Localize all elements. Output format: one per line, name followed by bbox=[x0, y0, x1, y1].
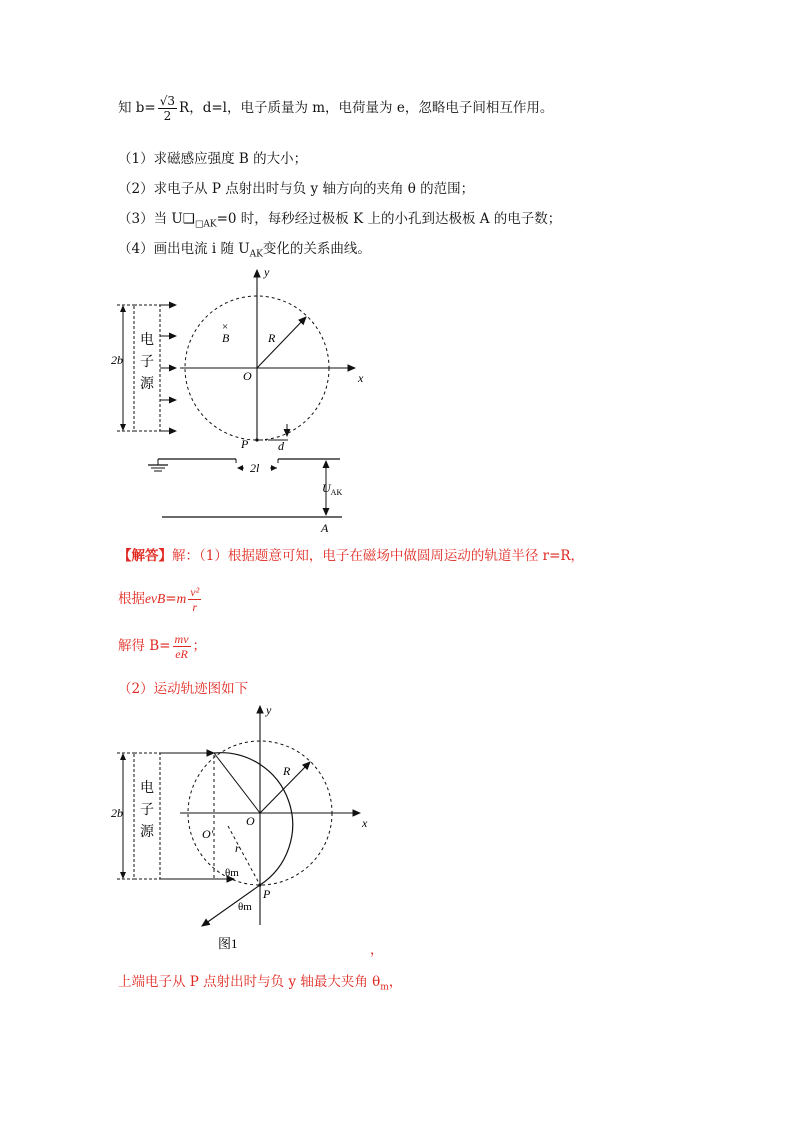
question-1: （1）求磁感应强度 B 的大小； bbox=[118, 151, 308, 167]
given-line: 知 b= $\frac{√3}{2}$ R，d=l，电子质量为 m，电荷量为 e，忽略电子间相互作用。 bbox=[118, 94, 554, 123]
missing-glyph: ❑ bbox=[182, 211, 195, 227]
answer-line-2: 根据evB=m $\frac{\text{v²}}{r}$ bbox=[118, 585, 200, 614]
radius-label: R bbox=[268, 331, 276, 345]
electron-beam-arrows bbox=[160, 305, 176, 431]
source-char-1: 电 bbox=[140, 333, 154, 348]
x-axis-label: x bbox=[358, 371, 364, 385]
source-char-3: 源 bbox=[140, 377, 154, 392]
d-label: d bbox=[278, 439, 284, 453]
answer-line-1: 【解答】解：（1）根据题意可知，电子在磁场中做圆周运动的轨道半径 r=R， bbox=[118, 548, 585, 564]
sqrt3-over-2-fraction: $\frac{√3}{2}$ bbox=[159, 94, 176, 123]
source-char-2: 子 bbox=[140, 803, 154, 818]
source-char-3: 源 bbox=[140, 825, 154, 840]
source-char-2: 子 bbox=[140, 355, 154, 370]
origin-label: O bbox=[246, 814, 255, 828]
x-axis-label: x bbox=[362, 816, 368, 830]
y-axis-label: y bbox=[264, 265, 270, 279]
2b-label: 2b bbox=[111, 353, 123, 367]
u-ak-label: $U_{AK}$ bbox=[322, 481, 343, 497]
source-char-1: 电 bbox=[140, 781, 154, 796]
point-p-label: P bbox=[263, 887, 271, 901]
origin-label: O bbox=[243, 369, 252, 383]
y-axis-label: y bbox=[266, 703, 272, 717]
question-4: （4）画出电流 i 随 $U_{AK}$变化的关系曲线。 bbox=[118, 241, 371, 260]
v2-over-r-fraction: $\frac{\text{v²}}{r}$ bbox=[190, 585, 200, 614]
theta-m-bottom-label: θm bbox=[238, 901, 252, 913]
2l-label: 2l bbox=[250, 461, 260, 475]
o-prime-label: O′ bbox=[202, 827, 214, 841]
point-p-label: P bbox=[241, 437, 249, 451]
question-2: （2）求电子从 P 点射出时与负 y 轴方向的夹角 θ 的范围； bbox=[118, 181, 475, 197]
plate-a-label: A bbox=[321, 521, 329, 535]
figure-caption: 图1 bbox=[218, 936, 238, 950]
answer-line-3: 解得 B= $\frac{mv}{eR}$ ； bbox=[118, 632, 207, 661]
figure-2-trajectory bbox=[110, 700, 380, 950]
2b-label: 2b bbox=[111, 806, 123, 820]
figure-1-diagram bbox=[110, 262, 380, 537]
radius-arrow bbox=[257, 317, 306, 368]
field-b-label: B bbox=[222, 331, 230, 345]
answer-line-5: 上端电子从 P 点射出时与负 y 轴最大夹角 $\theta_m$， bbox=[118, 974, 403, 993]
answer-line-4: （2）运动轨迹图如下 bbox=[118, 681, 249, 697]
mv-over-er-fraction: $\frac{mv}{eR}$ bbox=[174, 632, 189, 661]
r-label: r bbox=[235, 841, 240, 855]
caption-comma: ， bbox=[370, 942, 384, 958]
question-3: （3）当 $U❑_{□AK}=0$ 时，每秒经过极板 K 上的小孔到达极板 A 的电子数； bbox=[118, 211, 562, 230]
theta-m-top-label: θm bbox=[225, 867, 239, 879]
radius-label: R bbox=[283, 764, 291, 778]
field-cross: × bbox=[222, 321, 229, 333]
